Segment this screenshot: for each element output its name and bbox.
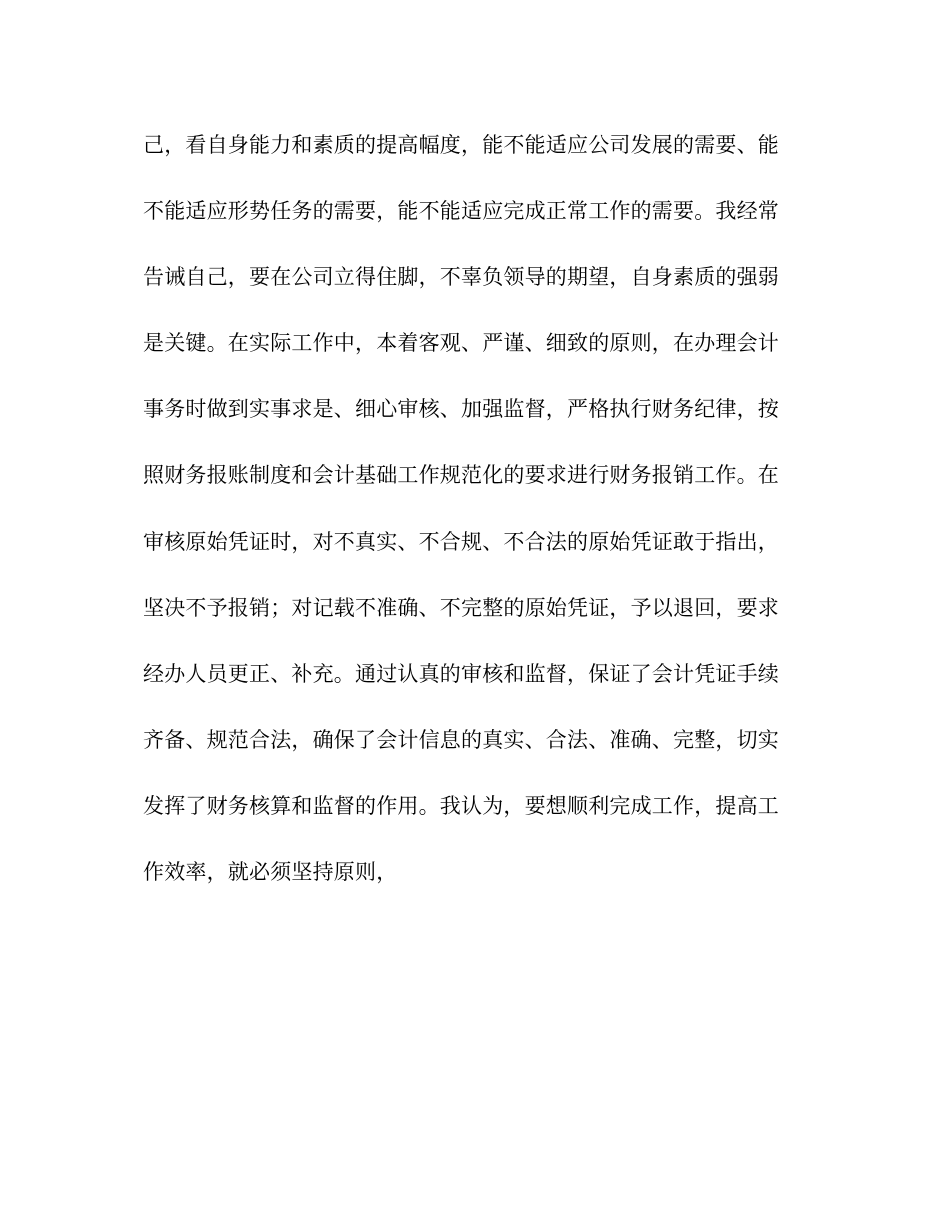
text-line: 是关键。在实际工作中，本着客观、严谨、细致的原则，在办理会计	[143, 331, 779, 356]
text-line: 发挥了财务核算和监督的作用。我认为，要想顺利完成工作，提高工	[143, 793, 779, 818]
text-line: 经办人员更正、补充。通过认真的审核和监督，保证了会计凭证手续	[143, 661, 779, 686]
text-line: 照财务报账制度和会计基础工作规范化的要求进行财务报销工作。在	[143, 463, 779, 488]
text-line: 齐备、规范合法，确保了会计信息的真实、合法、准确、完整，切实	[143, 727, 779, 752]
text-line: 己，看自身能力和素质的提高幅度，能不能适应公司发展的需要、能	[143, 133, 779, 157]
text-line: 告诫自己，要在公司立得住脚，不辜负领导的期望，自身素质的强弱	[143, 265, 779, 290]
body-paragraph	[143, 123, 803, 916]
text-line: 坚决不予报销；对记载不准确、不完整的原始凭证，予以退回，要求	[143, 595, 779, 620]
text-line: 事务时做到实事求是、细心审核、加强监督，严格执行财务纪律，按	[143, 397, 779, 422]
text-line: 不能适应形势任务的需要，能不能适应完成正常工作的需要。我经常	[143, 199, 779, 224]
text-line: 作效率，就必须坚持原则，	[143, 860, 398, 885]
text-line: 审核原始凭证时，对不真实、不合规、不合法的原始凭证敢于指出，	[143, 529, 779, 554]
